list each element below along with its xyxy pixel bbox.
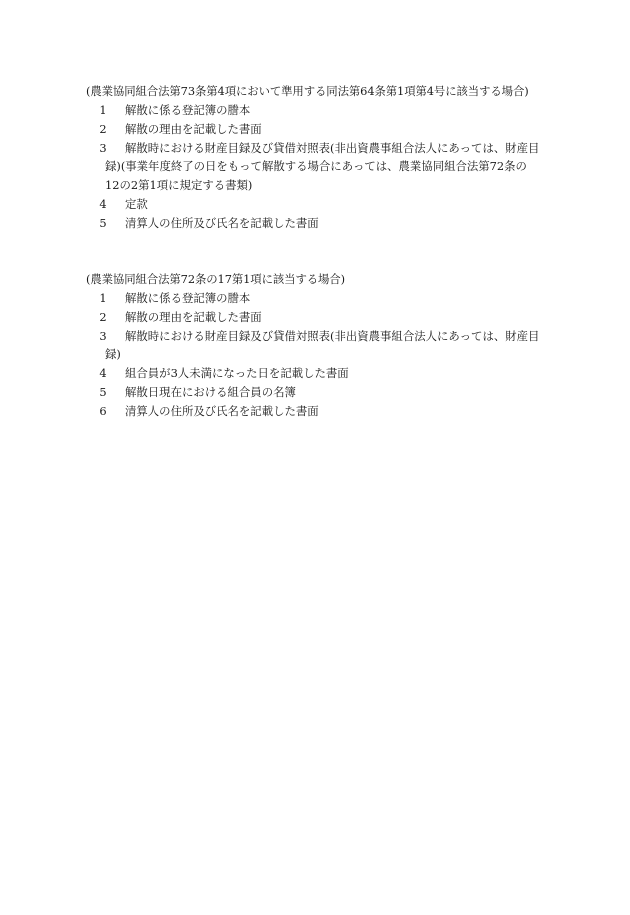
item-text: 組合員が3人未満になった日を記載した書面 (125, 366, 349, 381)
list-item (86, 402, 556, 421)
section-heading: (農業協同組合法第72条の17第1項に該当する場合) (86, 272, 345, 286)
item-text: 定款 (125, 196, 148, 211)
item-number: 5 (99, 384, 107, 399)
section-article-73 (86, 82, 556, 233)
section-article-72-17 (86, 270, 556, 421)
item-number: 3 (99, 140, 107, 155)
item-number: 6 (99, 403, 107, 418)
list-item (86, 214, 556, 233)
item-text: 解散の理由を記載した書面 (125, 309, 262, 324)
item-number: 4 (99, 366, 107, 381)
item-number: 3 (99, 328, 107, 343)
list-item (86, 308, 556, 327)
item-text-continued: 12の2第1項に規定する書類) (105, 178, 253, 193)
list-item (86, 364, 556, 383)
list-item (86, 101, 556, 120)
item-text: 清算人の住所及び氏名を記載した書面 (125, 215, 319, 230)
item-text-continued: 録) (105, 347, 121, 362)
item-text: 解散時における財産目録及び貸借対照表(非出資農事組合法人にあっては、財産目 (125, 140, 540, 155)
list-item (86, 289, 556, 308)
item-text-continued: 録)(事業年度終了の日をもって解散する場合にあっては、農業協同組合法第72条の (105, 159, 527, 174)
item-text: 解散の理由を記載した書面 (125, 121, 262, 136)
item-text: 解散に係る登記簿の謄本 (125, 103, 251, 117)
list-item (86, 120, 556, 139)
item-number: 2 (99, 121, 107, 136)
item-number: 4 (99, 196, 107, 211)
list-item (86, 383, 556, 402)
item-text: 解散日現在における組合員の名簿 (125, 384, 296, 399)
section-heading: (農業協同組合法第73条第4項において準用する同法第64条第1項第4号に該当する場合) (86, 84, 529, 98)
list-item (86, 139, 556, 195)
item-number: 1 (99, 103, 107, 117)
item-number: 5 (99, 215, 107, 230)
list-item (86, 327, 556, 365)
list-item (86, 195, 556, 214)
item-number: 2 (99, 309, 107, 324)
item-number: 1 (99, 291, 107, 305)
item-text: 解散に係る登記簿の謄本 (125, 291, 251, 305)
item-text: 解散時における財産目録及び貸借対照表(非出資農事組合法人にあっては、財産目 (125, 328, 540, 343)
item-text: 清算人の住所及び氏名を記載した書面 (125, 403, 319, 418)
